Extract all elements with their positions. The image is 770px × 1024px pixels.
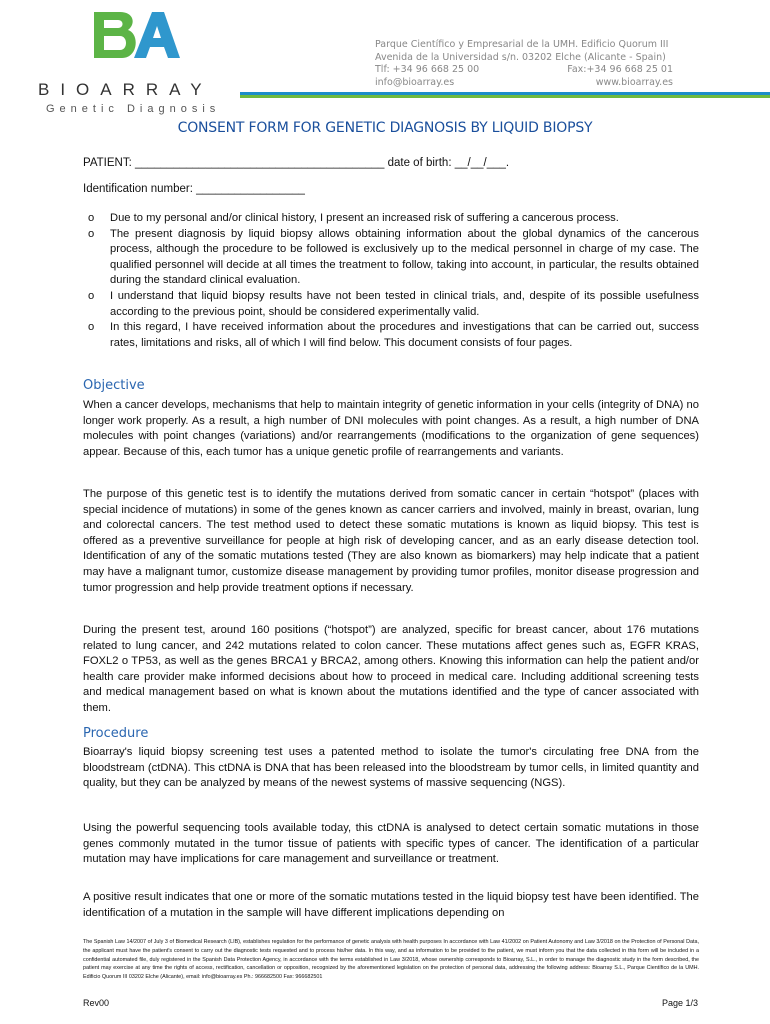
bullet-mark: o bbox=[88, 227, 95, 240]
legal-footnote: The Spanish Law 14/2007 of July 3 of Biomedical Research (LIB), establishes regulation for the performance of genetic analysis with health purposes In accordance with Law 41/2002 on Patient Autonomy and Law 3/2018 on the Protection of Personal Data, the applicant must have the patient's consent to carry out the diagnostic tests requested and to process his/her data. In this way, and as information to be provided to the patient, we must inform you that the data collected in this form will be included in a confidential automated file, duly registered in the Spanish Data Protection Agency, in accordance with the terms established in Law 3/2018, whose ownership corresponds to Bioarray, S.L., in order to manage the diagnostic study in the form described, the patient may exercise at any time the rights of access, rectification, cancellation or opposition, recognized by the aforementioned legislation on the protection of personal data, addressing the following address: Bioarray S.L., Parque Científico de la UMH. Edificio Quorum III 03202 Elche (Alicante), email: info@bioarray.es Ph.: 966682500 Fax: 966682501 bbox=[83, 939, 699, 981]
bullet-text: I understand that liquid biopsy results have not been tested in clinical trials, and, despite of its possible usefulness according to the previous point, should be considered experimentally valid. bbox=[110, 289, 699, 318]
objective-paragraph-1: When a cancer develops, mechanisms that help to maintain integrity of genetic information in your cells (integrity of DNA) no longer work properly. As a result, a high number of DNI molecules with point changes. As a result, a high number of DNA molecules with point changes (variations) and/or rearrangements (modifications to the organization of gene sequences) appear. Because of this, each tumor has a unique genetic profile of rearrangements and variants. bbox=[83, 399, 699, 458]
bullet-text: Due to my personal and/or clinical history, I present an increased risk of suffering a cancerous process. bbox=[110, 212, 619, 224]
page-number: Page 1/3 bbox=[661, 998, 698, 1008]
contact-email: info@bioarray.es bbox=[375, 76, 455, 88]
list-item bbox=[83, 320, 699, 351]
header-rule-green bbox=[240, 95, 770, 98]
list-item bbox=[83, 211, 699, 227]
bullet-mark: o bbox=[88, 289, 95, 302]
list-item bbox=[83, 289, 699, 320]
list-item bbox=[83, 227, 699, 289]
bullet-mark: o bbox=[88, 321, 95, 334]
objective-heading: Objective bbox=[83, 378, 145, 393]
contact-block bbox=[375, 39, 673, 89]
logo-name: BIOARRAY bbox=[38, 80, 213, 99]
procedure-paragraph-2: Using the powerful sequencing tools available today, this ctDNA is analysed to detect certain somatic mutations in those genes commonly mutated in the tumor tissue of patients with specific types of cancer. The identification of a particular mutation may have implications for care management and surveillance or treatment. bbox=[83, 822, 699, 866]
contact-web: www.bioarray.es bbox=[595, 76, 673, 88]
document-title: CONSENT FORM FOR GENETIC DIAGNOSIS BY LIQUID BIOPSY bbox=[177, 120, 593, 136]
contact-fax: Fax:+34 96 668 25 01 bbox=[567, 64, 673, 75]
objective-paragraph-3: During the present test, around 160 positions (“hotspot”) are analyzed, specific for breast cancer, about 176 mutations related to lung cancer, and 242 mutations related to colon cancer. These mutations affect genes such as, EGFR KRAS, FOXL2 o TP53, as well as the genes BRCA1 y BRCA2, among others. Knowing this information can help the patient and/or health care provider make informed decisions about how to proceed in medical care. Including additional screening tests and medical management based on what is known about the mutations identified and the type of cancer associated with them. bbox=[83, 624, 699, 714]
contact-address-2: Avenida de la Universidad s/n. 03202 Elche (Alicante - Spain) bbox=[375, 51, 666, 63]
procedure-heading: Procedure bbox=[83, 726, 149, 741]
objective-paragraph-2: The purpose of this genetic test is to identify the mutations derived from somatic cancer in certain “hotspot” (places with special incidence of mutations) in some of the genes known as cancer carriers and involved, mainly in breast, ovarian, lung and colorectal cancers. The test method used to detect these somatic mutations is known as liquid biopsy. This test is offered as a preventive surveillance for people at high risk of developing cancer, and as an early disease detection tool. Identification of any of the somatic mutations tested (They are also known as biomarkers) may help indicate that a patient may have a malignant tumor, customize disease management by providing tumor profiles, monitor disease progression and tumor progression and help provide treatment options if necessary. bbox=[83, 488, 699, 594]
contact-phone: Tlf: +34 96 668 25 00 bbox=[375, 64, 480, 75]
consent-bullets bbox=[83, 211, 699, 351]
patient-line: PATIENT: _______________________________________ date of birth: __/__/___. bbox=[83, 157, 510, 169]
contact-address-1: Parque Científico y Empresarial de la UMH. Edificio Quorum III bbox=[375, 39, 669, 50]
contact-phones bbox=[375, 64, 673, 77]
bioarray-logo bbox=[38, 10, 238, 115]
bullet-mark: o bbox=[88, 212, 95, 224]
identification-line: Identification number: _________________ bbox=[83, 183, 305, 195]
bullet-text: In this regard, I have received information about the procedures and investigations that can be carried out, success rates, limitations and risks, all of which I will find below. This document consists of four pages. bbox=[110, 321, 699, 349]
bullet-text: The present diagnosis by liquid biopsy allows obtaining information about the global dynamics of the cancerous process, although the procedure to be followed is exclusively up to the medical personnel in charge of my case. The qualified personnel will decide at all times the treatment to follow, taking into account, in particular, the results obtained during the standard clinical evaluation. bbox=[110, 227, 699, 287]
procedure-paragraph-1: Bioarray's liquid biopsy screening test uses a patented method to isolate the tumor's circulating free DNA from the bloodstream (ctDNA). This ctDNA is DNA that has been released into the bloodstream by tumor cells, in limited quantity and quality, but they can be analyzed by means of the newest systems of massive sequencing (NGS). bbox=[83, 746, 699, 790]
ba-logo-mark bbox=[90, 10, 180, 70]
contact-online bbox=[375, 77, 673, 90]
revision-label: Rev00 bbox=[83, 998, 110, 1008]
logo-subtitle: Genetic Diagnosis bbox=[46, 103, 221, 115]
procedure-paragraph-3: A positive result indicates that one or more of the somatic mutations tested in the liquid biopsy test have been identified. The identification of a mutation in the sample will have different implications depending on bbox=[83, 891, 699, 919]
